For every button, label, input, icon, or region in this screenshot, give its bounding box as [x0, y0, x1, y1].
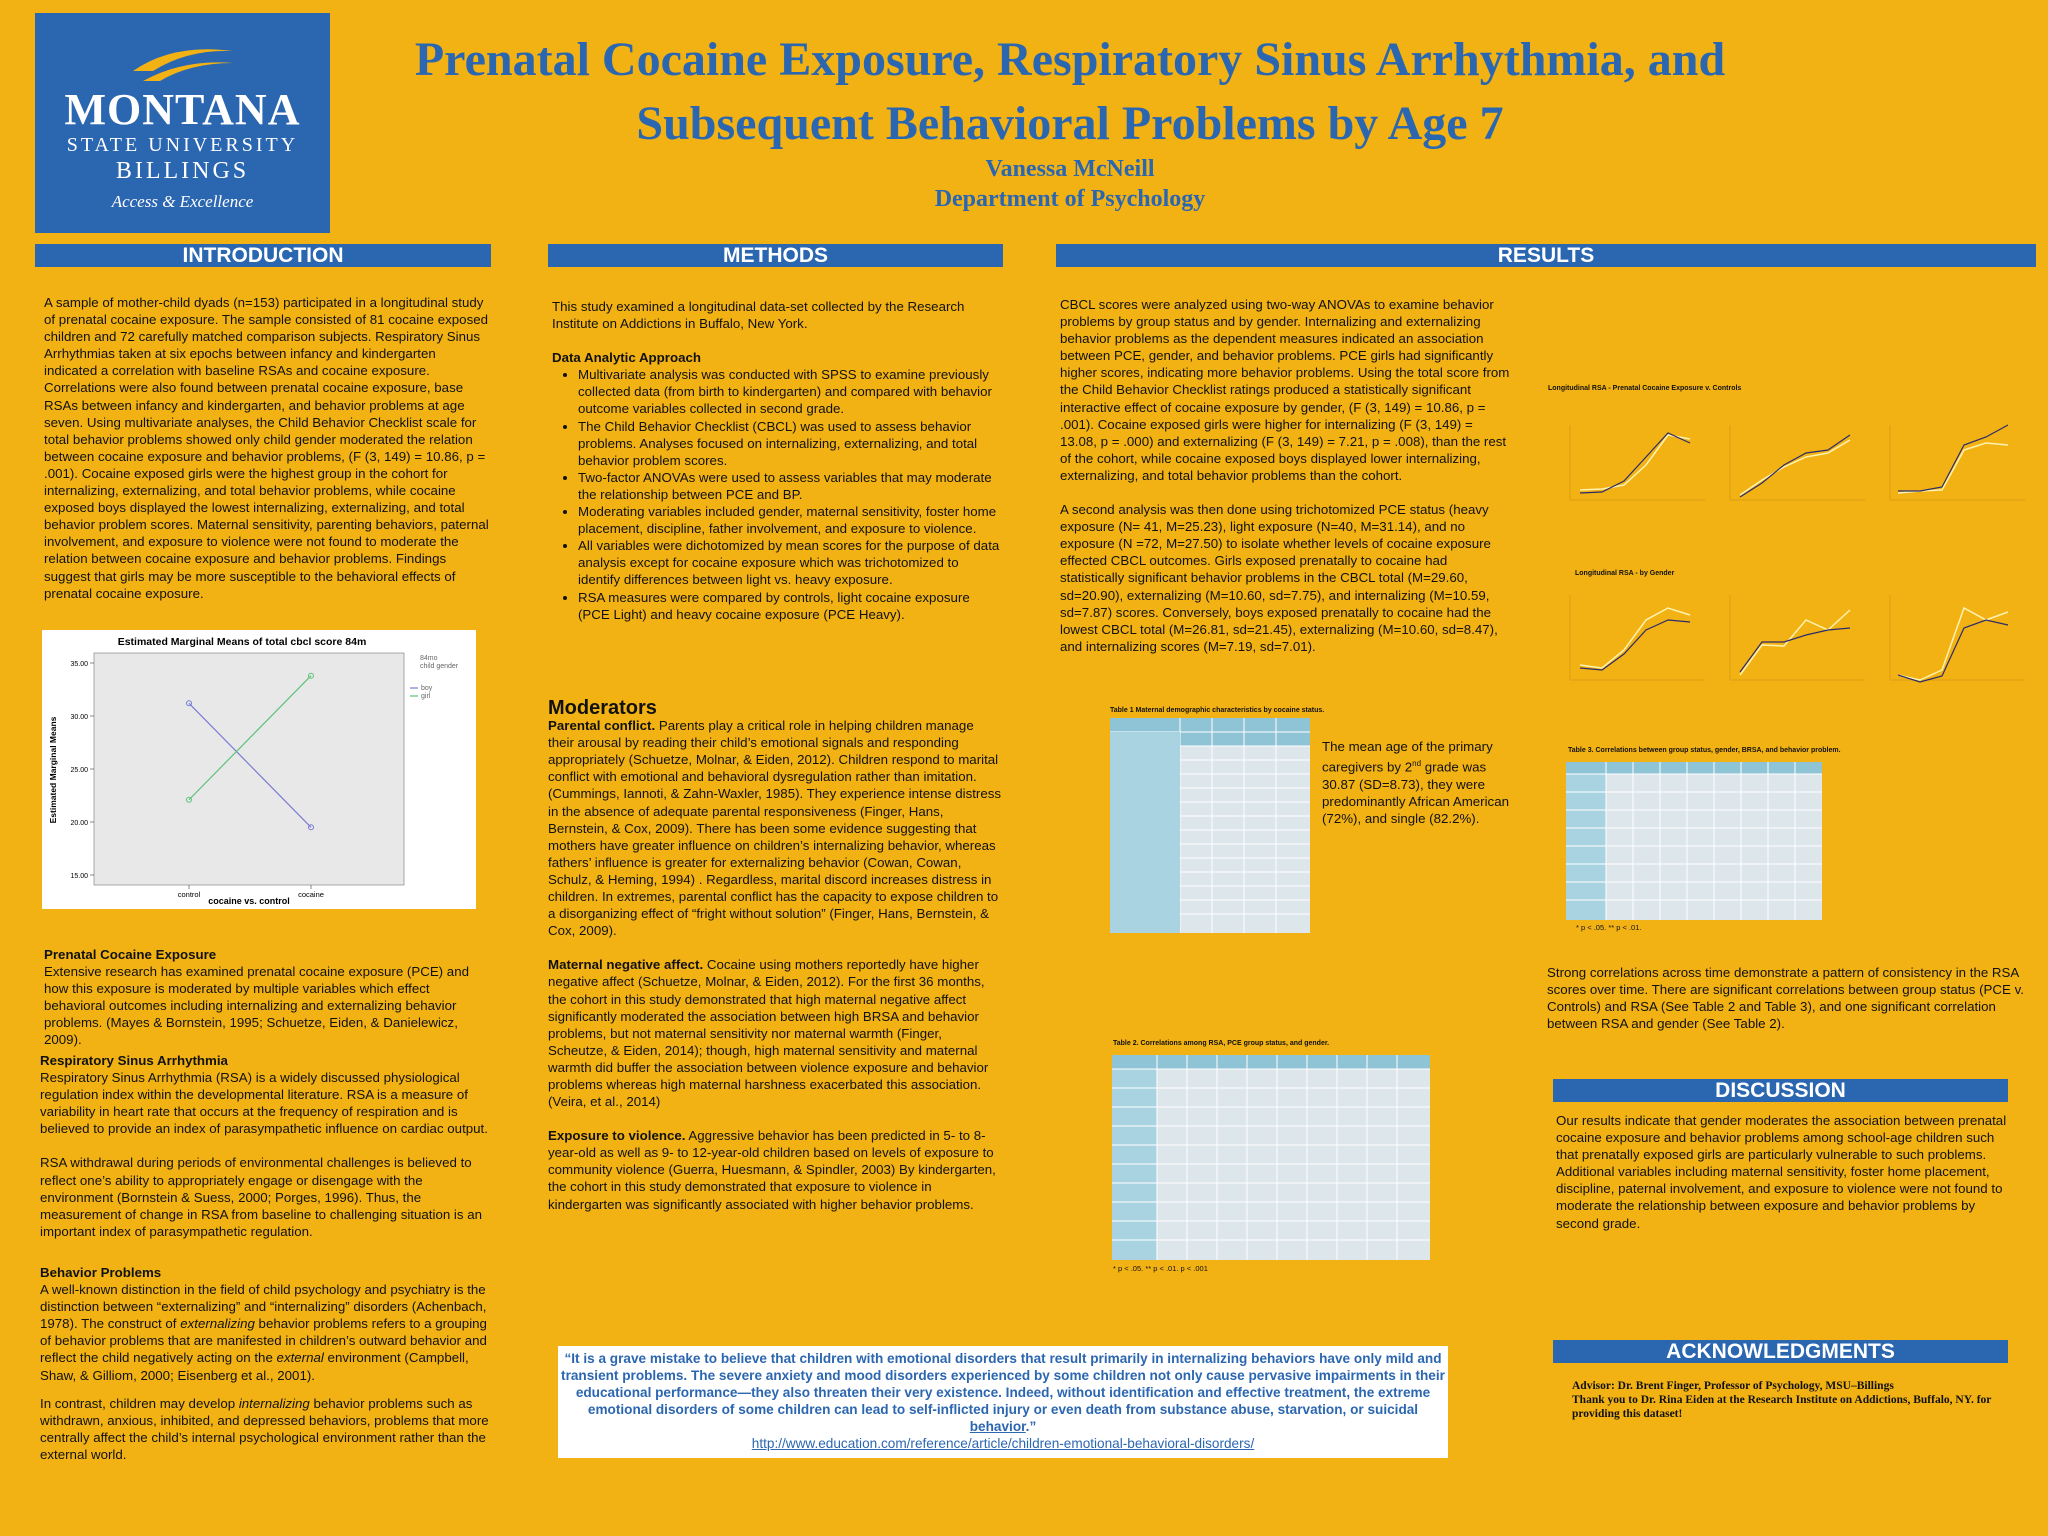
methods-bullet: • RSA measures were compared by controls, light cocaine exposure (PCE Light) and heavy cocaine exposure (PCE Heavy).: [578, 589, 1002, 623]
department-name: Department of Psychology: [934, 186, 1206, 212]
methods-bullet-list: [552, 366, 1002, 622]
quote-source-link[interactable]: http://www.education.com/reference/article/children-emotional-behavioral-disorders/: [751, 1436, 1255, 1451]
table3-note: * p < .05. ** p < .01.: [1576, 923, 1642, 932]
table2-grid: [1112, 1055, 1430, 1260]
methods-body: [552, 298, 1002, 623]
table1-caption: Table 1 Maternal demographic characteristics by cocaine status.: [1110, 707, 1325, 714]
rsa-recovery-gender-mini-chart: [1890, 595, 2025, 682]
quote-box: “It is a grave mistake to believe that children with emotional disorders that result primarily in internalizing behaviors have only mild and transient problems. The severe anxiety and mood disorders experienced by some children not only cause pervasive impairments in their educational performance—they also threaten their very existence. Indeed, without identification and effective treatment, the extreme emotional disorders of some children can lead to self-inflicted injury or even death from substance abuse, starvation, or suicidal behavior.” http://www.education.com/reference/article/children-emotional-behavioral-disorders/: [558, 1346, 1448, 1458]
logo-line-billings: BILLINGS: [115, 158, 250, 184]
data-approach-heading: Data Analytic Approach: [552, 350, 702, 366]
behavior-problems-section: [40, 1264, 490, 1480]
table-3: [1566, 762, 1822, 920]
title-line-2: Subsequent Behavioral Problems by Age 7: [636, 97, 1504, 150]
parental-conflict-text: Parental conflict. Parents play a critical role in helping children manage their arousal by reading their child’s emotional signals and responding appropriately (Schuetze, Molnar, & Eiden, 2012). Children respond to marital conflict with emotional and behavioral dysregulation rather than imitation. (Cummings, Iannoti, & Zahn-Waxler, 1985). They experience intense distress in the absence of adequate parental responsiveness (Finger, Hans, Bernstein, & Cox, 2009). There has been some evidence suggesting that mothers have greater influence on children’s internalizing behavior, whereas fathers’ influence is greater for externalizing behavior (Cowan, Cowan, Schulz, & Heming, 1994) . Regardless, marital discord increases distress in children. In extremes, parental conflict has the capacity to expose children to a disorganizing effect of “fright without solution” (Finger, Hans, Bernstein, & Cox, 2009).: [548, 718, 1002, 939]
rsa-section: [40, 1052, 490, 1257]
results-paragraph-2: A second analysis was then done using trichotomized PCE status (heavy exposure (N= 41, M=25.23), light exposure (N=40, M=31.14), and no exposure (N =72, M=27.50) to isolate whether levels of cocaine exposure effected CBCL outcomes. Girls exposed prenatally to cocaine had statistically significant behavior problems in the CBCL total (M=29.60, sd=20.90), externalizing (M=10.60, sd=7.75), and internalizing (M=10.59, sd=7.87) scores. Conversely, boys exposed prenatally to cocaine had the lowest CBCL total (M=26.81, sd=21.45), externalizing (M=10.60, sd=8.47), and internalizing scores (M=7.19, sd=7.01).: [1060, 502, 1498, 654]
poster-title: [340, 28, 1800, 156]
rsa-mini-charts-row1: [1540, 395, 2030, 520]
table-1: [1110, 718, 1310, 933]
bp-heading: Behavior Problems: [40, 1265, 162, 1280]
rsa-gender-figures: [1540, 580, 2030, 705]
figure-row2-title: Longitudinal RSA - by Gender: [1575, 570, 1675, 577]
logo-swoosh-icon: [128, 41, 238, 87]
quote-text: “It is a grave mistake to believe that children with emotional disorders that result primarily in internalizing behaviors have only mild and transient problems. The severe anxiety and mood disorders experienced by some children not only cause pervasive impairments in their educational performance—they also threaten their very existence. Indeed, without identification and effective treatment, the extreme emotional disorders of some children can lead to self-inflicted injury or even death from substance abuse, starvation, or suicidal: [561, 1351, 1445, 1417]
methods-intro: This study examined a longitudinal data-set collected by the Research Institute on Addictions in Buffalo, New York.: [552, 299, 965, 332]
introduction-heading: INTRODUCTION: [35, 244, 491, 267]
rsa-heading: Respiratory Sinus Arrhythmia: [40, 1053, 228, 1068]
exposure-violence-text: Exposure to violence. Aggressive behavior has been predicted in 5- to 8-year-old as well as 9- to 12-year-old children based on levels of exposure to community violence (Guerra, Huesmann, & Spindler, 2003) By kindergarten, the cohort in this study demonstrated that exposure to violence in kindergarten was significantly associated with higher behavior problems.: [548, 1128, 996, 1212]
x-tick-label: control: [177, 890, 201, 899]
bp-text-1: A well-known distinction in the field of child psychology and psychiatry is the distinction between “externalizing” and “internalizing” disorders (Achenbach, 1978). The construct of externalizing behavior problems refers to a grouping of behavior problems that are manifested in children’s outward behavior and reflect the child negatively acting on the external environment (Campbell, Shaw, & Gilliom, 2000; Eisenberg et al., 2001).: [40, 1282, 487, 1383]
y-tick-label: 35.00: [70, 661, 88, 668]
rsa-recovery-mini-chart: [1890, 425, 2025, 500]
author-name: Vanessa McNeill: [985, 156, 1155, 182]
moderators-section: [548, 697, 1003, 1230]
x-tick-label: cocaine: [298, 890, 324, 899]
brsa-longitudinal-mini-chart: [1570, 425, 1705, 500]
chart-title: Estimated Marginal Means of total cbcl score 84m: [117, 636, 367, 648]
rsa-consistency-text: Strong correlations across time demonstrate a pattern of consistency in the RSA scores over time. There are significant correlations between group status (PCE v. Controls) and RSA (See Table 2 and Table 3), and one significant correlation between RSA and gender (See Table 2).: [1547, 965, 2024, 1032]
quote-behavior-link[interactable]: behavior: [969, 1419, 1026, 1434]
logo-line-state-university: STATE UNIVERSITY: [66, 134, 299, 156]
cbcl-chart: [42, 630, 476, 909]
discussion-heading: DISCUSSION: [1553, 1079, 2008, 1102]
figure-row1-title: Longitudinal RSA - Prenatal Cocaine Exposure v. Controls: [1548, 385, 1742, 392]
methods-heading: METHODS: [548, 244, 1003, 267]
table2-note: * p < .05. ** p < .01. p < .001: [1113, 1264, 1208, 1273]
y-tick-label: 20.00: [70, 820, 88, 827]
rsa-text-1: Respiratory Sinus Arrhythmia (RSA) is a widely discussed physiological regulation index within the developmental literature. RSA is a measure of variability in heart rate that occurs at the frequency of respiration and is believed to provide an index of parasympathetic influence on cardiac output.: [40, 1070, 488, 1137]
cbcl-chart-svg: [42, 630, 476, 909]
results-text: [1060, 296, 1512, 672]
methods-bullet: • Two-factor ANOVAs were used to assess variables that may moderate the relationship between PCE and BP.: [578, 469, 1002, 503]
pce-text: Extensive research has examined prenatal cocaine exposure (PCE) and how this exposure is moderated by multiple variables which effect behavioral outcomes including internalizing and externalizing behavior problems. (Mayes & Bornstein, 1995; Schuetze, Eiden, & Danielewicz, 2009).: [44, 964, 469, 1048]
methods-bullet: • All variables were dichotomized by mean scores for the purpose of data analysis except for cocaine exposure which was trichotomized to identify differences between light vs. heavy exposure.: [578, 537, 1002, 588]
methods-bullet: • Multivariate analysis was conducted with SPSS to examine previously collected data (from birth to kindergarten) and compared with behavior outcome variables collected in second grade.: [578, 366, 1002, 417]
legend-title: child gender: [420, 663, 459, 670]
table3-caption: Table 3. Correlations between group status, gender, BRSA, and behavior problem.: [1568, 747, 1841, 754]
bp-text-2: In contrast, children may develop internalizing behavior problems such as withdrawn, anxious, inhibited, and depressed behaviors, problems that more centrally affect the child’s internal psychological environment rather than the external world.: [40, 1395, 489, 1462]
y-axis-label: Estimated Marginal Means: [48, 716, 58, 824]
table1-grid: [1110, 718, 1310, 933]
rsa-frustration-mini-chart: [1730, 425, 1865, 500]
title-line-1: Prenatal Cocaine Exposure, Respiratory Sinus Arrhythmia, and: [414, 33, 1726, 86]
ack-advisor: Advisor: Dr. Brent Finger, Professor of Psychology, MSU–Billings: [1572, 1380, 1894, 1392]
table3-grid: [1566, 762, 1822, 920]
rsa-frustration-gender-mini-chart: [1730, 595, 1865, 680]
y-tick-label: 30.00: [70, 714, 88, 721]
acknowledgments-text: [1572, 1379, 1992, 1421]
discussion-text: Our results indicate that gender moderates the association between prenatal cocaine exposure and behavior problems among school-age children such that prenatally exposed girls are particularly vulnerable to such problems. Additional variables including maternal sensitivity, foster home placement, discipline, paternal involvement, and exposure to violence were not found to moderate the relationship between exposure and behavior problems by second grade.: [1556, 1113, 2007, 1231]
logo-line-montana: MONTANA: [64, 85, 301, 134]
legend-title: 84mo: [420, 655, 438, 662]
msu-billings-logo: [35, 13, 330, 233]
rsa-longitudinal-figures: [1540, 395, 2030, 520]
x-axis-label: cocaine vs. control: [208, 896, 290, 906]
caregiver-age-text: The mean age of the primary caregivers by 2nd grade was 30.87 (SD=8.73), they were predominantly African American (72%), and single (82.2%).: [1322, 739, 1509, 826]
baseline-rsa-gender-mini-chart: [1570, 595, 1705, 680]
pce-section: [44, 946, 490, 1049]
plot-area: [94, 653, 404, 885]
acknowledgments-heading: ACKNOWLEDGMENTS: [1553, 1340, 2008, 1363]
methods-bullet: • The Child Behavior Checklist (CBCL) was used to assess behavior problems. Analyses focused on internalizing, externalizing, and total behavior problem scores.: [578, 418, 1002, 469]
moderators-heading: Moderators: [548, 697, 657, 719]
legend-label: boy: [421, 685, 433, 692]
y-tick-label: 15.00: [70, 873, 88, 880]
pce-heading: Prenatal Cocaine Exposure: [44, 947, 217, 962]
logo-line-tagline: Access & Excellence: [111, 192, 254, 211]
ack-thanks: Thank you to Dr. Rina Eiden at the Research Institute on Addictions, Buffalo, NY. for providing this dataset!: [1572, 1394, 1992, 1420]
results-heading: RESULTS: [1056, 244, 2036, 267]
results-paragraph-1: CBCL scores were analyzed using two-way ANOVAs to examine behavior problems by group status and by gender. Internalizing and externalizing behavior problems as the dependent measures indicated an association between PCE, gender, and behavior problems. PCE girls had significantly higher scores, indicating more behavior problems. Using the total score from the Child Behavior Checklist ratings produced a statistically significant interactive effect of cocaine exposure by gender, (F (3, 149) = 10.86, p = .001). Cocaine exposed girls were higher for internalizing (F (3, 149) = 13.08, p = .000) and externalizing (F (3, 149) = 7.21, p = .008), than the rest of the cohort, while cocaine exposed boys displayed lower internalizing, externalizing, and total behavior problems than the cohort.: [1060, 297, 1510, 483]
rsa-mini-charts-row2: [1540, 580, 2030, 705]
table2-caption: Table 2. Correlations among RSA, PCE group status, and gender.: [1113, 1040, 1330, 1047]
legend-label: girl: [421, 693, 431, 700]
table-2: [1112, 1055, 1430, 1260]
methods-bullet: • Moderating variables included gender, maternal sensitivity, foster home placement, discipline, father involvement, and exposure to violence.: [578, 503, 1002, 537]
rsa-text-2: RSA withdrawal during periods of environmental challenges is believed to reflect one’s ability to appropriately engage or disengage with the environment (Bornstein & Suess, 2000; Porges, 1996). Thus, the measurement of change in RSA from baseline to challenging situation is an important index of parasympathetic regulation.: [40, 1155, 483, 1239]
intro-abstract: A sample of mother-child dyads (n=153) participated in a longitudinal study of prenatal cocaine exposure. The sample consisted of 81 cocaine exposed children and 72 carefully matched comparison subjects. Respiratory Sinus Arrhythmias taken at six epochs between infancy and kindergarten indicated a correlation with baseline RSAs and cocaine exposure. Correlations were also found between prenatal cocaine exposure, base RSAs between infancy and kindergarten, and behavior problems at age seven. Using multivariate analyses, the Child Behavior Checklist scale for total behavior problems showed only child gender moderated the relation between cocaine exposure and behavior problems, (F (3, 149) = 10.86, p = .001). Cocaine exposed girls were the highest group in the cohort for internalizing, externalizing, and total behavior problems, while cocaine exposed boys displayed the lowest internalizing, externalizing, and total behavior problem scores. Maternal sensitivity, parenting behaviors, paternal involvement, and exposure to violence were not found to moderate the relation between cocaine exposure and behavior problems. Findings suggest that girls may be more susceptible to the behavioral effects of prenatal cocaine exposure.: [44, 295, 489, 601]
maternal-negative-affect-text: Maternal negative affect. Cocaine using mothers reportedly have higher negative affect (Schuetze, Molnar, & Eiden, 2012). For the first 36 months, the cohort in this study demonstrated that high maternal negative affect significantly moderated the association between high BRSA and behavior problems, but not maternal sensitivity nor maternal warmth (Finger, Scheutze, & Eiden, 2014); though, high maternal sensitivity and maternal warmth did buffer the association between violence exposure and behavior problems whereas high maternal harshness exacerbated this association. (Veira, et al., 2014): [548, 957, 989, 1110]
y-tick-label: 25.00: [70, 767, 88, 774]
